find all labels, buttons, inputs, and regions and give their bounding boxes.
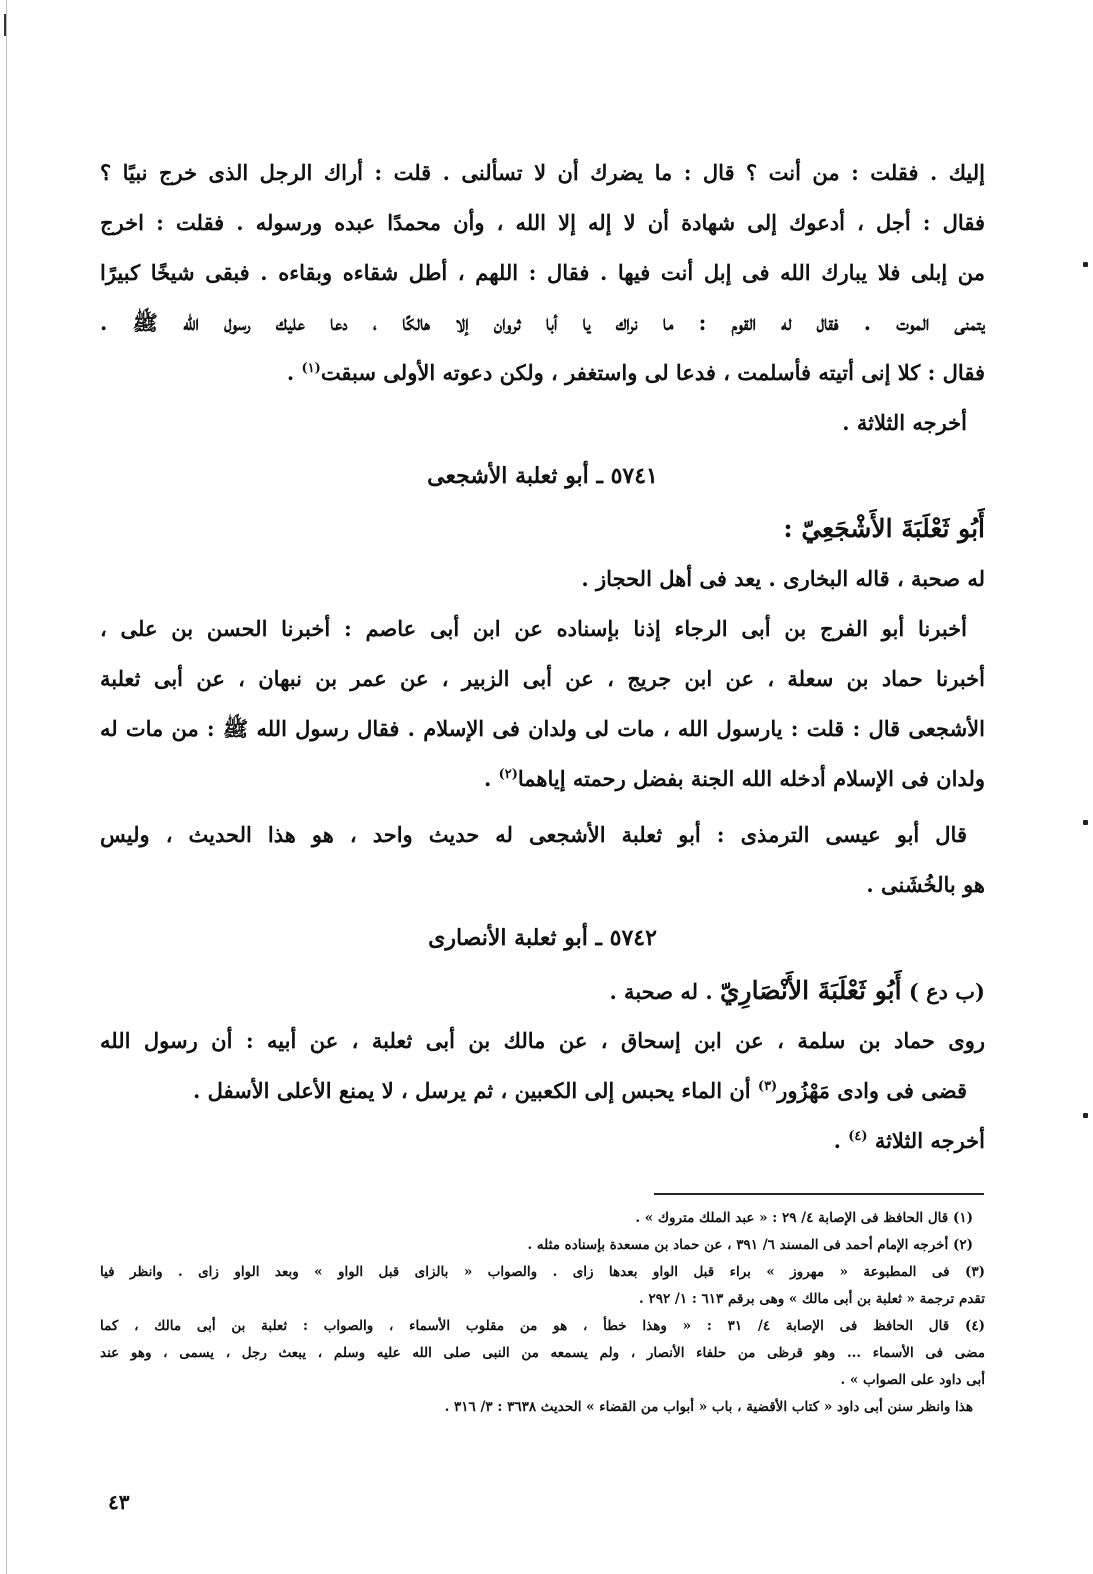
text-line: هو بالخُشَنى .	[866, 872, 985, 897]
text-line: من إبلى فلا يبارك الله فى إبل أنت فيها . فقال : اللهم ، أطل شقاءه وبقاءه . فبقى شيخًا كبيرًا	[100, 260, 985, 285]
footnote-line: (٣) فى المطبوعة « مهروز » براء قبل الواو بعدها زاى . والصواب « بالزاى قبل الواو » وبعد الواو زاى . وانظر فيا	[100, 1264, 985, 1280]
text-line: قال أبو عيسى الترمذى : أبو ثعلبة الأشجعى له حديث واحد ، هو هذا الحديث ، وليس	[100, 822, 967, 847]
entry-name-5742	[100, 966, 985, 1016]
text-span: .	[833, 1128, 849, 1153]
footnotes	[100, 1193, 985, 1421]
main-text	[100, 148, 985, 1166]
scan-edge-mark	[4, 14, 6, 36]
text-line: فقال : أجل ، أدعوك إلى شهادة أن لا إله إلا الله ، وأن محمدًا عبده ورسوله . فقلت : اخرج	[100, 210, 985, 235]
entry-name-5741	[100, 504, 985, 554]
text-span: قضى فى وادى مَهْزُور	[777, 1078, 967, 1103]
page-number: ٤٣	[108, 1490, 130, 1514]
footnote-ref-2: (٢)	[498, 767, 518, 782]
scan-speck	[1083, 1113, 1088, 1118]
text-line: له صحبة ، قاله البخارى . يعد فى أهل الحجاز .	[581, 566, 985, 591]
footnote-ref-4: (٤)	[848, 1129, 868, 1144]
text-line	[100, 348, 985, 398]
text-span: .	[483, 766, 499, 791]
footnote-ref-1: (١)	[301, 361, 321, 376]
text-line	[100, 1066, 985, 1116]
scan-speck	[1083, 820, 1088, 825]
text-line: يتمنى الموت . فقال له القوم : ما نراك يا أبا ثروان إلا هالكًا ، دعا عليك رسول الله ﷺ .	[100, 310, 985, 335]
text-line	[100, 754, 985, 804]
section-heading-5742: ٥٧٤٢ ـ أبو ثعلبة الأنصارى	[428, 925, 657, 951]
text-span: أخرجه الثلاثة	[874, 1128, 985, 1153]
section-heading-5741: ٥٧٤١ ـ أبو ثعلبة الأشجعى	[427, 463, 658, 489]
footnote-line: (١) قال الحافظ فى الإصابة ٤/ ٢٩ : « عبد الملك متروك » .	[635, 1210, 973, 1226]
text-line: روى حماد بن سلمة ، عن ابن إسحاق ، عن مالك بن أبى ثعلبة ، عن أبيه : أن رسول الله	[100, 1028, 985, 1053]
text-span: ولدان فى الإسلام أدخله الله الجنة بفضل رحمته إياهما	[517, 766, 985, 791]
text-line: إليك . فقلت : من أنت ؟ قال : ما يضرك أن لا تسألنى . قلت : أراك الرجل الذى خرج نبيًا ؟	[100, 160, 985, 185]
footnote-line: مضى فى الأسماء ... وهو قرظى من حلفاء الأنصار ، ولم يسمعه من النبى صلى الله عليه وسلم ، يبعث رجل ، يسمى ، وهو عند	[100, 1345, 985, 1361]
text-span: . له صحبة .	[609, 979, 713, 1004]
text-line: أخرجه الثلاثة .	[842, 410, 967, 435]
footnote-line: أبى داود على الصواب » .	[840, 1372, 985, 1388]
entry-name-text: أَبُو ثَعْلَبَةَ الأَنْصَارِيّ	[719, 976, 902, 1005]
scan-edge-line	[6, 0, 7, 1574]
footnote-line: هذا وانظر سنن أبى داود « كتاب الأقضية ، باب « أبواب من القضاء » الحديث ٣٦٣٨ : ٣/ ٣١٦ .	[444, 1399, 973, 1415]
entry-name-text: أَبُو ثَعْلَبَةَ الأَشْجَعِيّ :	[783, 514, 985, 543]
footnote-line: (٢) أخرجه الإمام أحمد فى المسند ٦/ ٣٩١ ، عن حماد بن مسعدة بإسناده مثله .	[527, 1237, 973, 1253]
footnote-line: تقدم ترجمة « ثعلبة بن أبى مالك » وهى برقم ٦١٣ : ١/ ٢٩٢ .	[639, 1291, 985, 1307]
text-line: أخبرنا حماد بن سعلة ، عن ابن جريج ، عن أبى الزبير ، عن عمر بن نبهان ، عن أبى ثعلبة	[100, 666, 985, 691]
footnote-line: (٤) قال الحافظ فى الإصابة ٤/ ٣١ : « وهذا خطأ ، هو من مقلوب الأسماء ، والصواب : ثعلبة بن أبى مالك ، كما	[100, 1318, 985, 1334]
text-span: فقال : كلا إنى أتيته فأسلمت ، فدعا لى واستغفر ، ولكن دعوته الأولى سبقت	[320, 360, 985, 385]
footnote-ref-3: (٣)	[757, 1079, 778, 1094]
text-line	[100, 1116, 985, 1166]
text-span: .	[286, 360, 302, 385]
text-line: أخبرنا أبو الفرج بن أبى الرجاء إذنا بإسناده عن ابن أبى عاصم : أخبرنا الحسن بن على ،	[100, 616, 967, 641]
scan-speck	[1083, 262, 1088, 267]
entry-sigla: (ب دع )	[908, 979, 985, 1004]
text-line: الأشجعى قال : قلت : يارسول الله ، مات لى ولدان فى الإسلام . فقال رسول الله ﷺ : من مات له	[100, 716, 985, 741]
text-span: أن الماء يحبس إلى الكعبين ، ثم يرسل ، لا يمنع الأعلى الأسفل .	[192, 1078, 751, 1103]
